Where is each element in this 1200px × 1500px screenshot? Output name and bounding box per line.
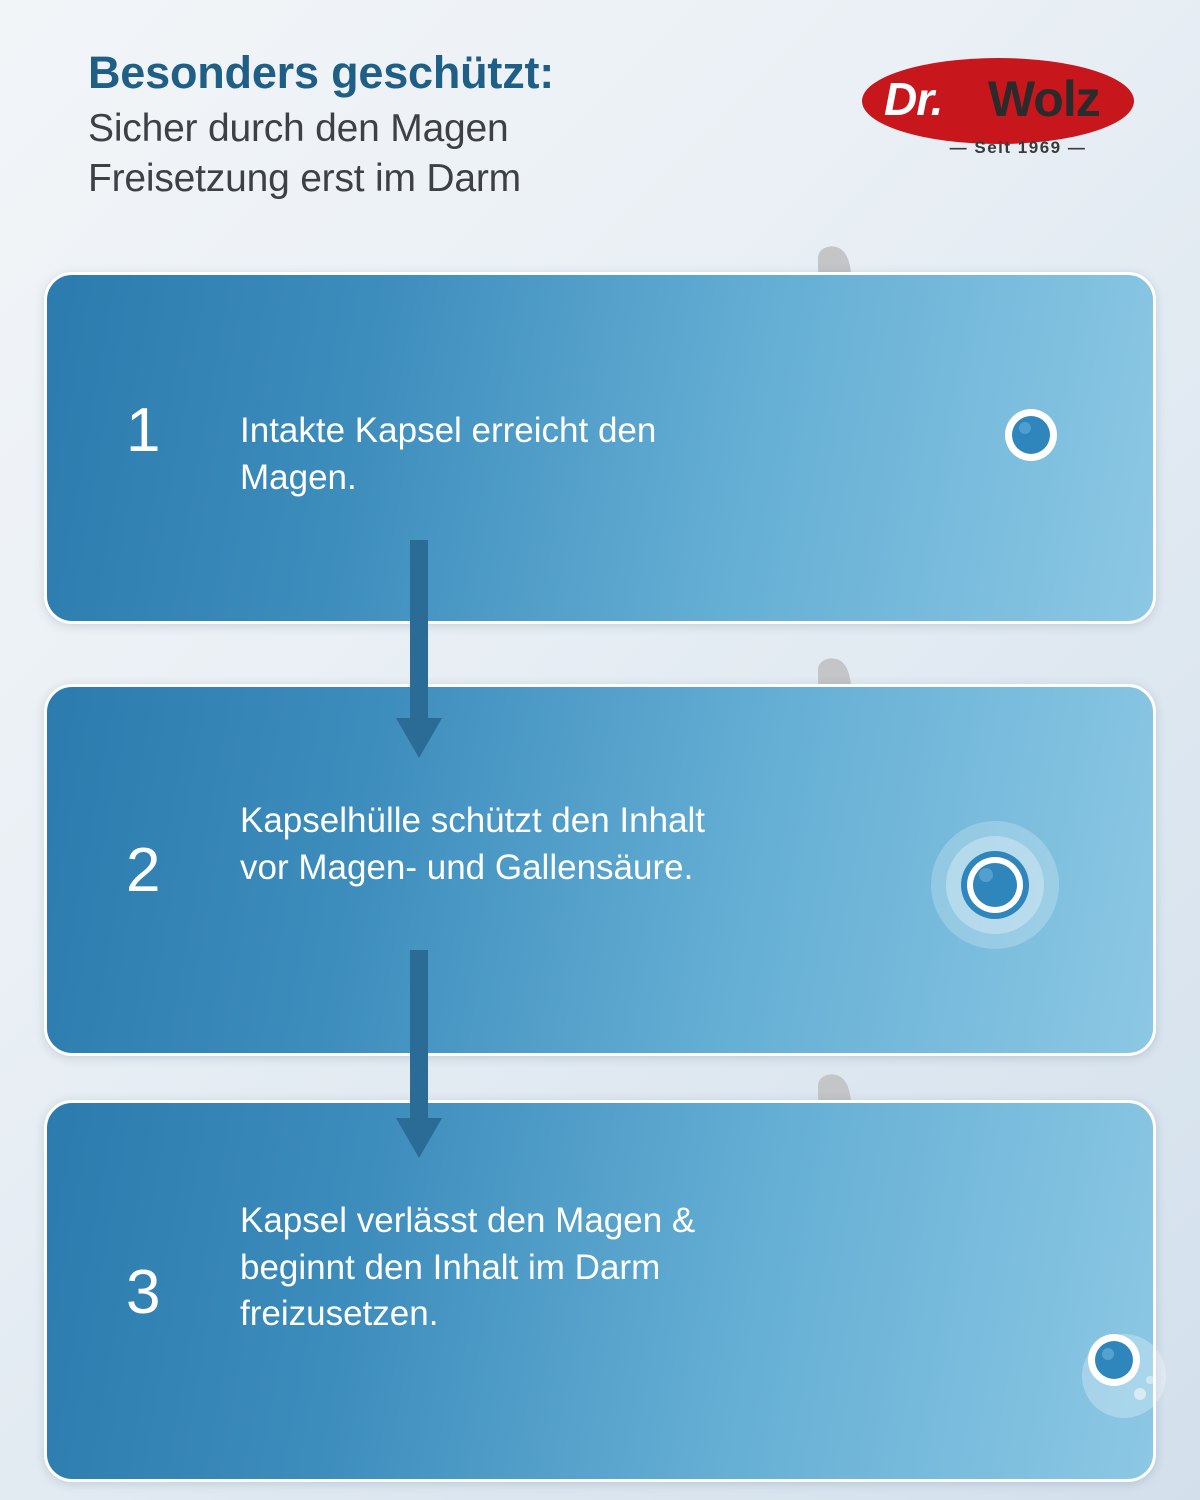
- step-number-1: 1: [126, 396, 161, 465]
- flow-arrow-2: [396, 950, 442, 1170]
- logo-brand-first: Dr.: [884, 73, 943, 125]
- subtitle-line-1: Sicher durch den Magen: [88, 107, 509, 151]
- flow-arrow-1: [396, 540, 442, 770]
- logo-tagline: — Seit 1969 —: [949, 138, 1087, 157]
- intact-capsule-icon: [1004, 408, 1058, 462]
- releasing-capsule-icon: [1074, 1322, 1170, 1418]
- subtitle-line-2: Freisetzung erst im Darm: [88, 157, 521, 201]
- step-text-2: Kapselhülle schützt den Inhalt vor Magen- und Gallensäure.: [240, 801, 706, 887]
- step-text-1: Intakte Kapsel erreicht den Magen.: [240, 411, 657, 497]
- step-text-3: Kapsel verlässt den Magen & beginnt den Inhalt im Darm freizusetzen.: [240, 1201, 696, 1334]
- step-number-2: 2: [126, 836, 161, 905]
- logo-brand-second: Wolz: [988, 71, 1100, 127]
- page-title: Besonders geschützt:: [88, 47, 555, 98]
- step-number-3: 3: [126, 1258, 161, 1327]
- brand-logo: [862, 50, 1152, 170]
- header: [88, 48, 808, 204]
- protected-capsule-icon: [930, 820, 1060, 950]
